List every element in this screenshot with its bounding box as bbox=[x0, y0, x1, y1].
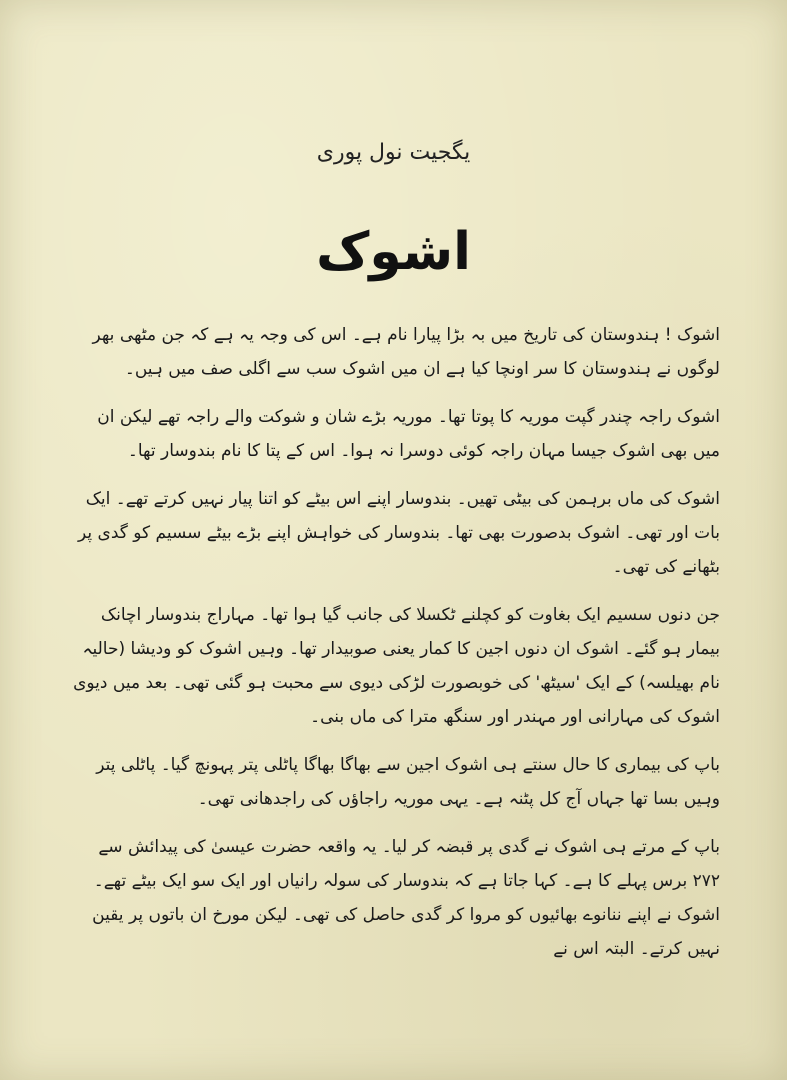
paragraph: باپ کی بیماری کا حال سنتے ہی اشوک اجین سے بھاگا بھاگا پاٹلی پتر پہونچ گیا۔ پاٹلی پتر وہیں بسا تھا جہاں آج کل پٹنہ ہے۔ یہی موریہ راجاؤں کی راجدھانی تھی۔ bbox=[96, 755, 720, 809]
paragraph: اشوک ! ہندوستان کی تاریخ میں بہ بڑا پیارا نام ہے۔ اس کی وجہ یہ ہے کہ جن مٹھی بھر لوگوں نے ہندوستان کا سر اونچا کیا ہے ان میں اشوک سب سے اگلی صف میں ہیں۔ bbox=[92, 325, 720, 379]
body-text bbox=[70, 318, 720, 1058]
chapter-title: اشوک bbox=[316, 222, 471, 282]
paragraph: اشوک راجہ چندر گپت موریہ کا پوتا تھا۔ موریہ بڑے شان و شوکت والے راجہ تھے لیکن ان میں بھی اشوک جیسا مہان راجہ کوئی دوسرا نہ ہوا۔ اس کے پتا کا نام بندوسار تھا۔ bbox=[97, 407, 720, 461]
paragraph: اشوک کی ماں برہمن کی بیٹی تھیں۔ بندوسار اپنے اس بیٹے کو اتنا پیار نہیں کرتے تھے۔ ایک بات اور تھی۔ اشوک بدصورت بھی تھا۔ بندوسار کی خواہش اپنے بڑے بیٹے سسیم کو گدی پر بٹھانے کی تھی۔ bbox=[78, 489, 720, 577]
paragraph: باپ کے مرتے ہی اشوک نے گدی پر قبضہ کر لیا۔ یہ واقعہ حضرت عیسیٰ کی پیدائش سے ۲۷۲ برس پہلے کا ہے۔ کہا جاتا ہے کہ بندوسار کی سولہ رانیاں اور ایک سو ایک بیٹے تھے۔ اشوک نے اپنے ننانوے بھائیوں کو مروا کر گدی حاصل کی تھی۔ لیکن مورخ ان باتوں پر یقین نہیں کرتے۔ البتہ اس نے bbox=[92, 837, 720, 959]
paragraph: جن دنوں سسیم ایک بغاوت کو کچلنے ٹکسلا کی جانب گیا ہوا تھا۔ مہاراج بندوسار اچانک بیمار ہو گئے۔ اشوک ان دنوں اجین کا کمار یعنی صوبیدار تھا۔ وہیں اشوک کو ودیشا (حالیہ نام بھیلسہ) کے ایک 'سیٹھ' کی خوبصورت لڑکی دیوی سے محبت ہو گئی تھی۔ بعد میں دیوی اشوک کی مہارانی اور مہندر اور سنگھ مترا کی ماں بنی۔ bbox=[73, 605, 720, 727]
author-name: یگجیت نول پوری bbox=[316, 140, 471, 165]
